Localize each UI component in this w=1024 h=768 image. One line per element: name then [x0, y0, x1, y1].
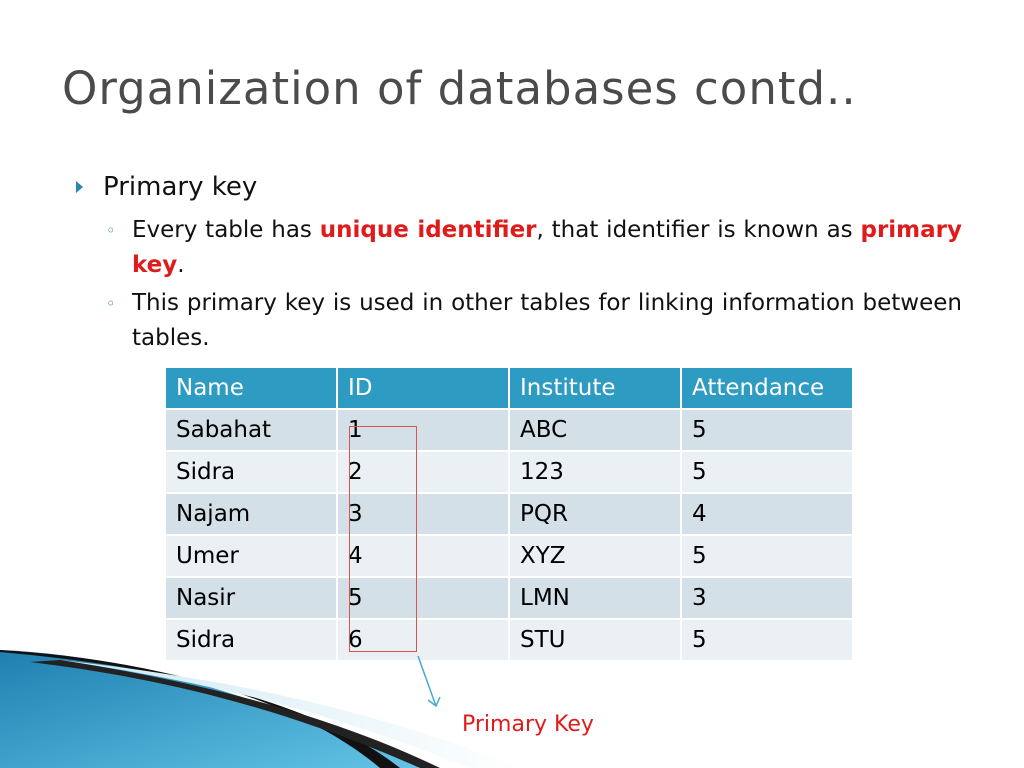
cell-institute: 123	[510, 452, 682, 494]
cell-institute: LMN	[510, 578, 682, 620]
cell-id: 6	[338, 620, 510, 662]
arrow-line	[418, 656, 436, 706]
cell-institute: ABC	[510, 410, 682, 452]
circle-bullet-icon: ◦	[106, 221, 116, 240]
cell-name: Najam	[166, 494, 338, 536]
sub1-text-before: Every table has	[132, 217, 320, 243]
cell-institute: PQR	[510, 494, 682, 536]
cell-name: Sidra	[166, 620, 338, 662]
cell-id: 2	[338, 452, 510, 494]
sub1-text-end: .	[177, 252, 185, 278]
cell-id: 1	[338, 410, 510, 452]
bullet-text: Primary key	[103, 172, 258, 202]
primary-key-annotation: Primary Key	[462, 712, 594, 737]
cell-id: 5	[338, 578, 510, 620]
cell-id: 4	[338, 536, 510, 578]
cell-attendance: 5	[682, 410, 854, 452]
cell-name: Sidra	[166, 452, 338, 494]
header-attendance: Attendance	[682, 368, 854, 410]
header-name: Name	[166, 368, 338, 410]
sub-bullet-2-text: This primary key is used in other tables for linking information between tables.	[132, 290, 962, 351]
cell-institute: XYZ	[510, 536, 682, 578]
slide-title: Organization of databases contd..	[62, 62, 857, 115]
circle-bullet-icon: ◦	[106, 294, 116, 313]
header-institute: Institute	[510, 368, 682, 410]
sub1-text-middle: , that identifier is known as	[536, 217, 861, 243]
header-id: ID	[338, 368, 510, 410]
cell-name: Sabahat	[166, 410, 338, 452]
cell-name: Nasir	[166, 578, 338, 620]
cell-attendance: 4	[682, 494, 854, 536]
cell-attendance: 3	[682, 578, 854, 620]
cell-id: 3	[338, 494, 510, 536]
cell-attendance: 5	[682, 452, 854, 494]
unique-identifier-highlight: unique identifier	[319, 217, 537, 243]
cell-attendance: 5	[682, 536, 854, 578]
cell-name: Umer	[166, 536, 338, 578]
cell-attendance: 5	[682, 620, 854, 662]
primary-key-highlight: primary key	[132, 217, 962, 278]
cell-institute: STU	[510, 620, 682, 662]
